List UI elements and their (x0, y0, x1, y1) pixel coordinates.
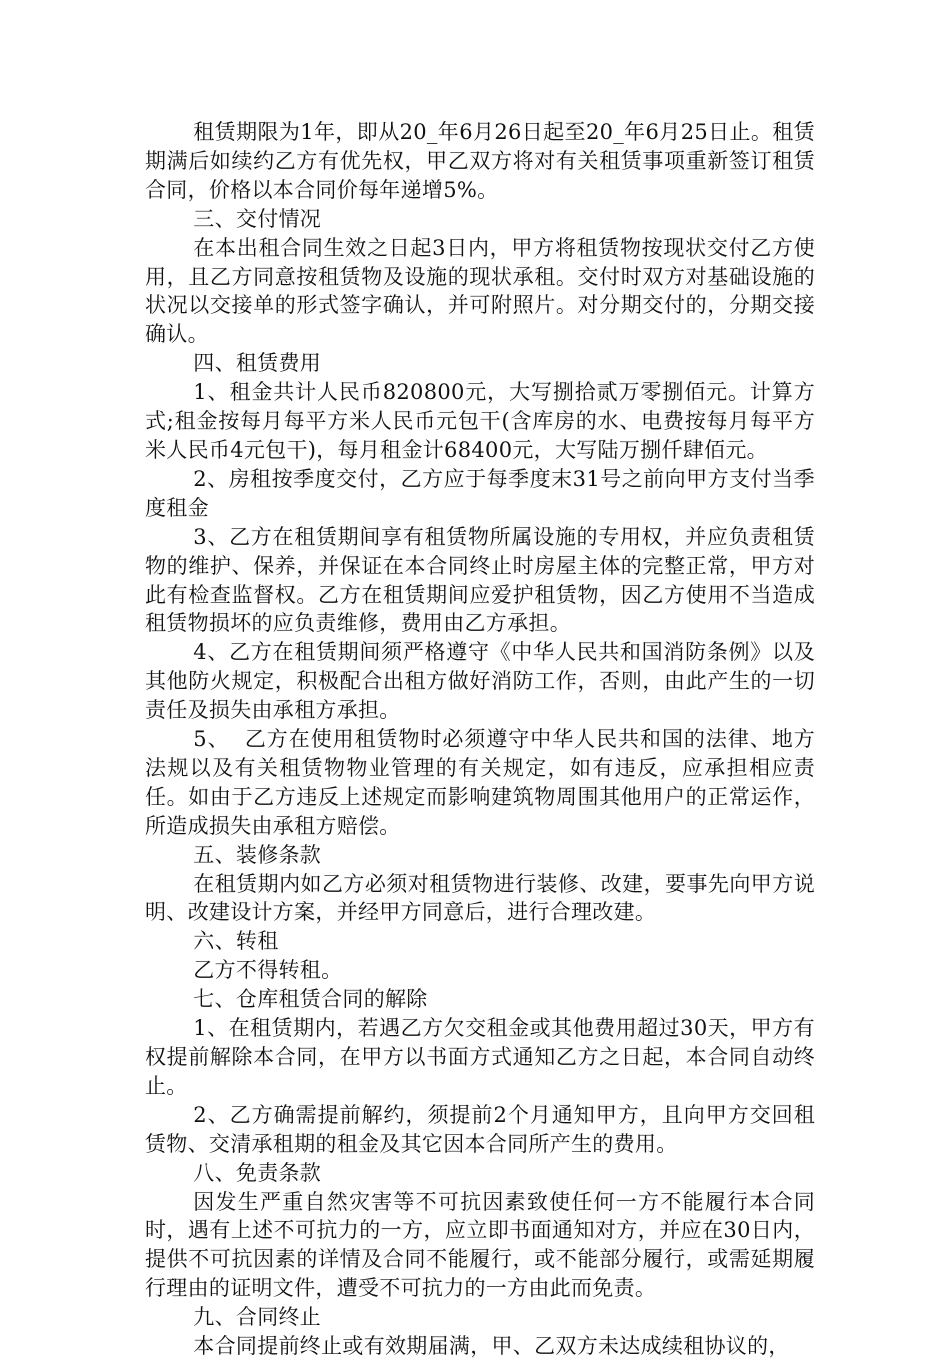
section-heading-termination: 七、仓库租赁合同的解除 (193, 987, 428, 1012)
paragraph-maintenance: 3、乙方在租赁期间享有租赁物所属设施的专用权，并应负责租赁物的维护、保养，并保证在本合同终止时房屋主体的完整正常，甲方对此有检查监督权。乙方在租赁期间应爱护租赁物，因乙方使用不当造成租赁物损坏的应负责维修，费用由乙方承担。 (145, 524, 815, 636)
section-heading-delivery: 三、交付情况 (193, 206, 322, 231)
paragraph-contract-end: 本合同提前终止或有效期届满，甲、乙双方未达成续租协议的， (193, 1334, 790, 1359)
section-heading-contract-end: 九、合同终止 (193, 1305, 322, 1330)
paragraph-force-majeure: 因发生严重自然灾害等不可抗因素致使任何一方不能履行本合同时，遇有上述不可抗力的一方，应立即书面通知对方，并应在30日内，提供不可抗因素的详情及合同不能履行，或不能部分履行，或需延期履行理由的证明文件，遭受不可抗力的一方由此而免责。 (145, 1189, 815, 1301)
paragraph-delivery: 在本出租合同生效之日起3日内，甲方将租赁物按现状交付乙方使用，且乙方同意按租赁物及设施的现状承租。交付时双方对基础设施的状况以交接单的形式签字确认，并可附照片。对分期交付的，分期交接确认。 (145, 235, 815, 347)
section-heading-fees: 四、租赁费用 (193, 351, 322, 376)
document-page (145, 118, 815, 1361)
paragraph-lease-term: 租赁期限为1年，即从20_年6月26日起至20_年6月25日止。租赁期满后如续约乙方有优先权，甲乙双方将对有关租赁事项重新签订租赁合同，价格以本合同价每年递增5%。 (145, 120, 815, 202)
paragraph-compliance: 5、 乙方在使用租赁物时必须遵守中华人民共和国的法律、地方法规以及有关租赁物物业管理的有关规定，如有违反，应承担相应责任。如由于乙方违反上述规定而影响建筑物周围其他用户的正常运作，所造成损失由承租方赔偿。 (145, 727, 815, 838)
paragraph-early-termination: 2、乙方确需提前解约，须提前2个月通知甲方，且向甲方交回租赁物、交清承租期的租金及其它因本合同所产生的费用。 (145, 1102, 815, 1156)
section-heading-sublease: 六、转租 (193, 929, 279, 954)
paragraph-renovation: 在租赁期内如乙方必须对租赁物进行装修、改建，要事先向甲方说明、改建设计方案，并经甲方同意后，进行合理改建。 (145, 871, 815, 925)
paragraph-termination-arrears: 1、在租赁期内，若遇乙方欠交租金或其他费用超过30天，甲方有权提前解除本合同，在甲方以书面方式通知乙方之日起，本合同自动终止。 (145, 1016, 815, 1098)
paragraph-fire-safety: 4、乙方在租赁期间须严格遵守《中华人民共和国消防条例》以及其他防火规定，积极配合出租方做好消防工作，否则，由此产生的一切责任及损失由承租方承担。 (145, 640, 815, 723)
section-heading-renovation: 五、装修条款 (193, 842, 322, 867)
paragraph-sublease: 乙方不得转租。 (193, 958, 343, 983)
paragraph-rent-quarterly: 2、房租按季度交付，乙方应于每季度末31号之前向甲方支付当季度租金 (145, 466, 815, 520)
section-heading-force-majeure: 八、免责条款 (193, 1160, 322, 1185)
paragraph-rent-total: 1、租金共计人民币820800元，大写捌拾贰万零捌佰元。计算方式;租金按每月每平方米人民币元包干(含库房的水、电费按每月每平方米人民币4元包干)，每月租金计68400元，大写陆万捌仟肆佰元。 (145, 380, 815, 462)
